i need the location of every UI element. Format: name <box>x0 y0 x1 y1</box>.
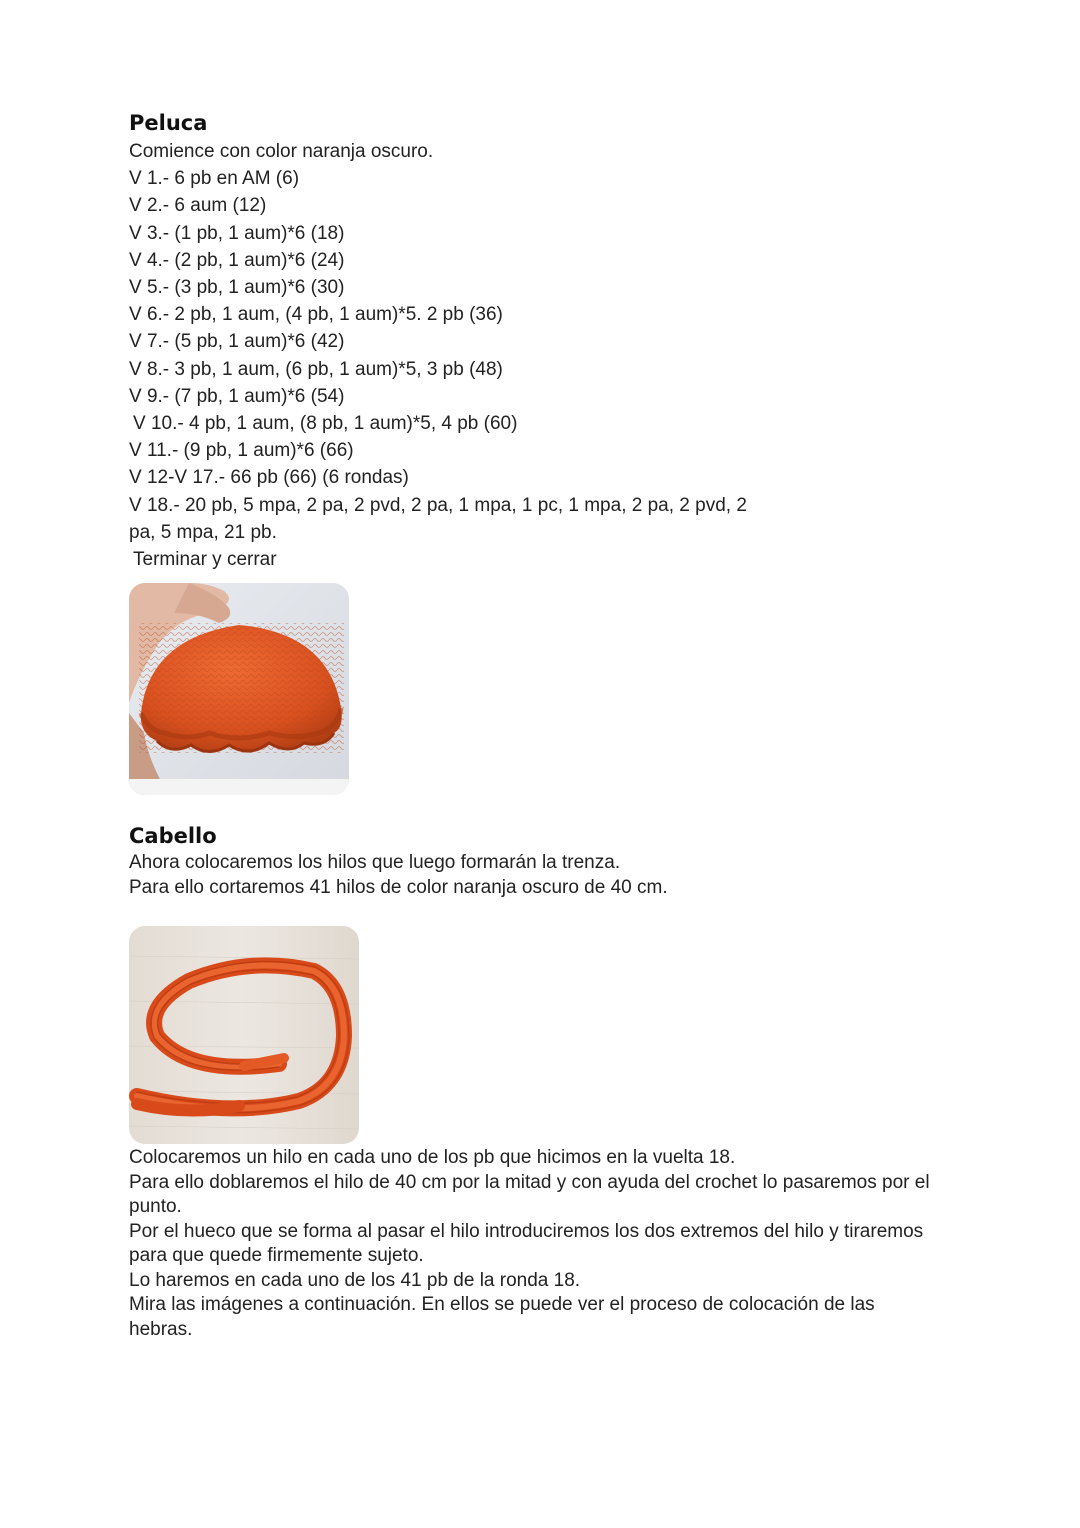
round-line: V 7.- (5 pb, 1 aum)*6 (42) <box>129 331 345 353</box>
body-paragraph: Lo haremos en cada uno de los 41 pb de la ronda 18. <box>129 1269 581 1291</box>
round-line: V 3.- (1 pb, 1 aum)*6 (18) <box>129 222 345 244</box>
yarn-strands-photo <box>129 926 359 1144</box>
body-paragraph: Colocaremos un hilo en cada uno de los pb que hicimos en la vuelta 18. <box>129 1147 736 1169</box>
body-paragraph: Para ello doblaremos el hilo de 40 cm por la mitad y con ayuda del crochet lo pasaremos por el punto. <box>129 1171 930 1218</box>
round-line: V 12-V 17.- 66 pb (66) (6 rondas) <box>129 467 409 489</box>
intro-line: Ahora colocaremos los hilos que luego formarán la trenza. <box>129 852 621 874</box>
finish-line: Terminar y cerrar <box>133 549 277 571</box>
wig-cap-photo <box>129 583 349 795</box>
round-line: V 11.- (9 pb, 1 aum)*6 (66) <box>129 440 354 462</box>
round-line: V 5.- (3 pb, 1 aum)*6 (30) <box>129 277 345 299</box>
round-line-continued: pa, 5 mpa, 21 pb. <box>129 521 277 543</box>
round-line: V 4.- (2 pb, 1 aum)*6 (24) <box>129 249 345 271</box>
section-title-peluca: Peluca <box>129 111 208 135</box>
round-line: V 1.- 6 pb en AM (6) <box>129 168 300 190</box>
document-page <box>129 108 949 1342</box>
body-paragraph: Por el hueco que se forma al pasar el hilo introduciremos los dos extremos del hilo y tiraremos para que quede firmemente sujeto. <box>129 1220 924 1267</box>
intro-line: Para ello cortaremos 41 hilos de color naranja oscuro de 40 cm. <box>129 876 668 898</box>
round-line: V 6.- 2 pb, 1 aum, (4 pb, 1 aum)*5. 2 pb (36) <box>129 304 503 326</box>
round-line: V 2.- 6 aum (12) <box>129 195 267 217</box>
instruction-line: Comience con color naranja oscuro. <box>129 141 434 162</box>
round-line: V 9.- (7 pb, 1 aum)*6 (54) <box>129 385 345 407</box>
round-line: V 10.- 4 pb, 1 aum, (8 pb, 1 aum)*5, 4 pb (60) <box>133 413 518 435</box>
section-title-cabello: Cabello <box>129 824 217 849</box>
body-paragraph: Mira las imágenes a continuación. En ellos se puede ver el proceso de colocación de las hebras. <box>129 1294 875 1340</box>
round-line: V 8.- 3 pb, 1 aum, (6 pb, 1 aum)*5, 3 pb (48) <box>129 358 503 380</box>
round-line: V 18.- 20 pb, 5 mpa, 2 pa, 2 pvd, 2 pa, 1 mpa, 1 pc, 1 mpa, 2 pa, 2 pvd, 2 <box>129 494 747 516</box>
